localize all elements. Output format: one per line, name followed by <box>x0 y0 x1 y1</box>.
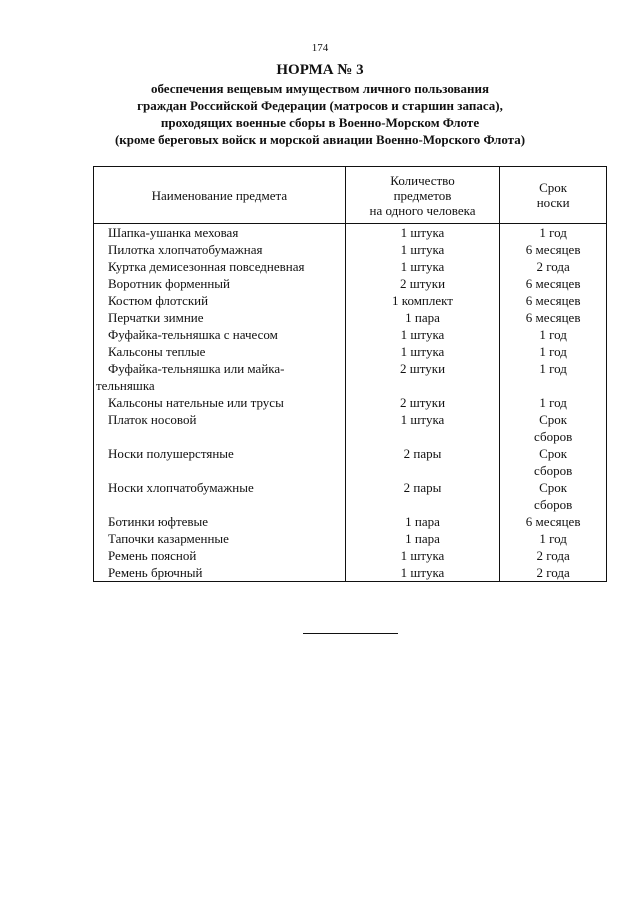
item-wear-term <box>500 445 607 479</box>
item-name-line: тельняшка <box>96 378 155 393</box>
item-wear-term <box>500 292 607 309</box>
item-wear-term <box>500 309 607 326</box>
item-wear-term-line: 1 год <box>539 344 567 359</box>
end-divider <box>303 633 398 634</box>
header-quantity-line: предметов <box>393 187 452 203</box>
document-subtitle <box>60 80 580 148</box>
item-wear-term-line: 1 год <box>539 327 567 342</box>
item-wear-term <box>500 241 607 258</box>
header-quantity <box>345 167 500 224</box>
item-name-line: Шапка-ушанка меховая <box>108 225 239 240</box>
item-quantity: 2 пары <box>345 445 500 479</box>
table-body <box>94 224 607 582</box>
item-wear-term-line: 6 месяцев <box>525 242 581 257</box>
item-wear-term-line: 6 месяцев <box>525 293 581 308</box>
subtitle-line: (кроме береговых войск и морской авиации Военно-Морского Флота) <box>114 132 526 147</box>
item-wear-term <box>500 479 607 513</box>
table-row <box>94 343 607 360</box>
item-name <box>94 360 346 394</box>
table-row <box>94 513 607 530</box>
item-wear-term <box>500 275 607 292</box>
header-wear-term <box>500 167 607 224</box>
table-row <box>94 360 607 394</box>
subtitle-line: проходящих военные сборы в Военно-Морском Флоте <box>160 115 480 130</box>
item-name-line: Ботинки юфтевые <box>108 514 209 529</box>
header-wear-term-line: носки <box>536 195 570 210</box>
item-name <box>94 530 346 547</box>
item-quantity: 2 штуки <box>345 275 500 292</box>
table-row <box>94 258 607 275</box>
item-name <box>94 224 346 242</box>
item-quantity: 1 штука <box>345 258 500 275</box>
item-wear-term-line: 1 год <box>539 361 567 376</box>
item-wear-term <box>500 258 607 275</box>
item-wear-term-line: 1 год <box>539 395 567 410</box>
item-quantity: 1 комплект <box>345 292 500 309</box>
item-name-line: Носки полушерстяные <box>108 446 234 461</box>
item-name-line: Носки хлопчатобумажные <box>108 480 254 495</box>
item-wear-term <box>500 564 607 582</box>
item-wear-term-line: сборов <box>534 497 573 512</box>
table-row <box>94 309 607 326</box>
item-quantity: 1 штука <box>345 564 500 582</box>
table-row <box>94 394 607 411</box>
item-wear-term-line: 1 год <box>539 225 567 240</box>
item-name <box>94 309 346 326</box>
item-wear-term-line: 2 года <box>536 259 570 274</box>
item-wear-term-line: 1 год <box>539 531 567 546</box>
item-name-line: Кальсоны теплые <box>108 344 206 359</box>
item-wear-term <box>500 513 607 530</box>
item-name <box>94 292 346 309</box>
document-title: НОРМА № 3 <box>276 62 364 78</box>
item-name-line: Воротник форменный <box>108 276 230 291</box>
item-wear-term <box>500 360 607 394</box>
table-row <box>94 275 607 292</box>
item-quantity: 1 штука <box>345 547 500 564</box>
item-name <box>94 343 346 360</box>
item-wear-term-line: 6 месяцев <box>525 310 581 325</box>
item-wear-term-line: Срок <box>539 412 568 427</box>
item-name <box>94 547 346 564</box>
header-quantity-line: Количество <box>390 172 455 188</box>
table-row <box>94 564 607 582</box>
item-quantity: 2 штуки <box>345 360 500 394</box>
item-wear-term <box>500 547 607 564</box>
item-name-line: Тапочки казарменные <box>108 531 229 546</box>
item-name-line: Ремень брючный <box>108 565 203 580</box>
header-wear-term-line: Срок <box>539 180 568 195</box>
item-wear-term <box>500 224 607 242</box>
item-quantity: 1 штука <box>345 224 500 242</box>
item-name-line: Перчатки зимние <box>108 310 204 325</box>
subtitle-line: обеспечения вещевым имуществом личного пользования <box>150 81 490 96</box>
item-name-line: Куртка демисезонная повседневная <box>108 259 305 274</box>
item-quantity: 1 штука <box>345 241 500 258</box>
item-name-line: Фуфайка-тельняшка с начесом <box>108 327 278 342</box>
item-name <box>94 411 346 445</box>
item-wear-term-line: 2 года <box>536 548 570 563</box>
item-wear-term-line: сборов <box>534 429 573 444</box>
item-wear-term <box>500 411 607 445</box>
item-name-line: Костюм флотский <box>108 293 209 308</box>
item-wear-term <box>500 343 607 360</box>
table-row <box>94 411 607 445</box>
table-header-row <box>94 167 607 224</box>
item-name-line: Кальсоны нательные или трусы <box>108 395 284 410</box>
table-row <box>94 547 607 564</box>
item-name <box>94 275 346 292</box>
item-name <box>94 241 346 258</box>
header-quantity-line: на одного человека <box>369 202 476 218</box>
table-row <box>94 292 607 309</box>
norm-table <box>93 166 607 582</box>
item-name-line: Платок носовой <box>108 412 197 427</box>
item-wear-term-line: 6 месяцев <box>525 514 581 529</box>
item-wear-term-line: Срок <box>539 446 568 461</box>
item-name-line: Ремень поясной <box>108 548 197 563</box>
item-wear-term <box>500 326 607 343</box>
item-quantity: 2 пары <box>345 479 500 513</box>
item-quantity: 1 пара <box>345 513 500 530</box>
item-name <box>94 479 346 513</box>
table-row <box>94 445 607 479</box>
item-name <box>94 258 346 275</box>
table-row <box>94 224 607 242</box>
item-name <box>94 564 346 582</box>
item-quantity: 1 штука <box>345 411 500 445</box>
item-name <box>94 445 346 479</box>
item-wear-term <box>500 530 607 547</box>
item-name <box>94 394 346 411</box>
item-quantity: 1 пара <box>345 530 500 547</box>
item-quantity: 2 штуки <box>345 394 500 411</box>
table-row <box>94 479 607 513</box>
item-name-line: Пилотка хлопчатобумажная <box>108 242 263 257</box>
item-quantity: 1 штука <box>345 343 500 360</box>
table-row <box>94 241 607 258</box>
table-row <box>94 326 607 343</box>
item-name <box>94 513 346 530</box>
item-quantity: 1 пара <box>345 309 500 326</box>
item-wear-term-line: сборов <box>534 463 573 478</box>
item-wear-term-line: Срок <box>539 480 568 495</box>
header-item-name: Наименование предмета <box>94 167 346 224</box>
item-wear-term-line: 2 года <box>536 565 570 580</box>
table-row <box>94 530 607 547</box>
item-name-line: Фуфайка-тельняшка или майка- <box>108 361 285 376</box>
subtitle-line: граждан Российской Федерации (матросов и старшин запаса), <box>137 98 503 113</box>
item-wear-term <box>500 394 607 411</box>
item-quantity: 1 штука <box>345 326 500 343</box>
item-name <box>94 326 346 343</box>
page-number: 174 <box>311 42 329 54</box>
item-wear-term-line: 6 месяцев <box>525 276 581 291</box>
